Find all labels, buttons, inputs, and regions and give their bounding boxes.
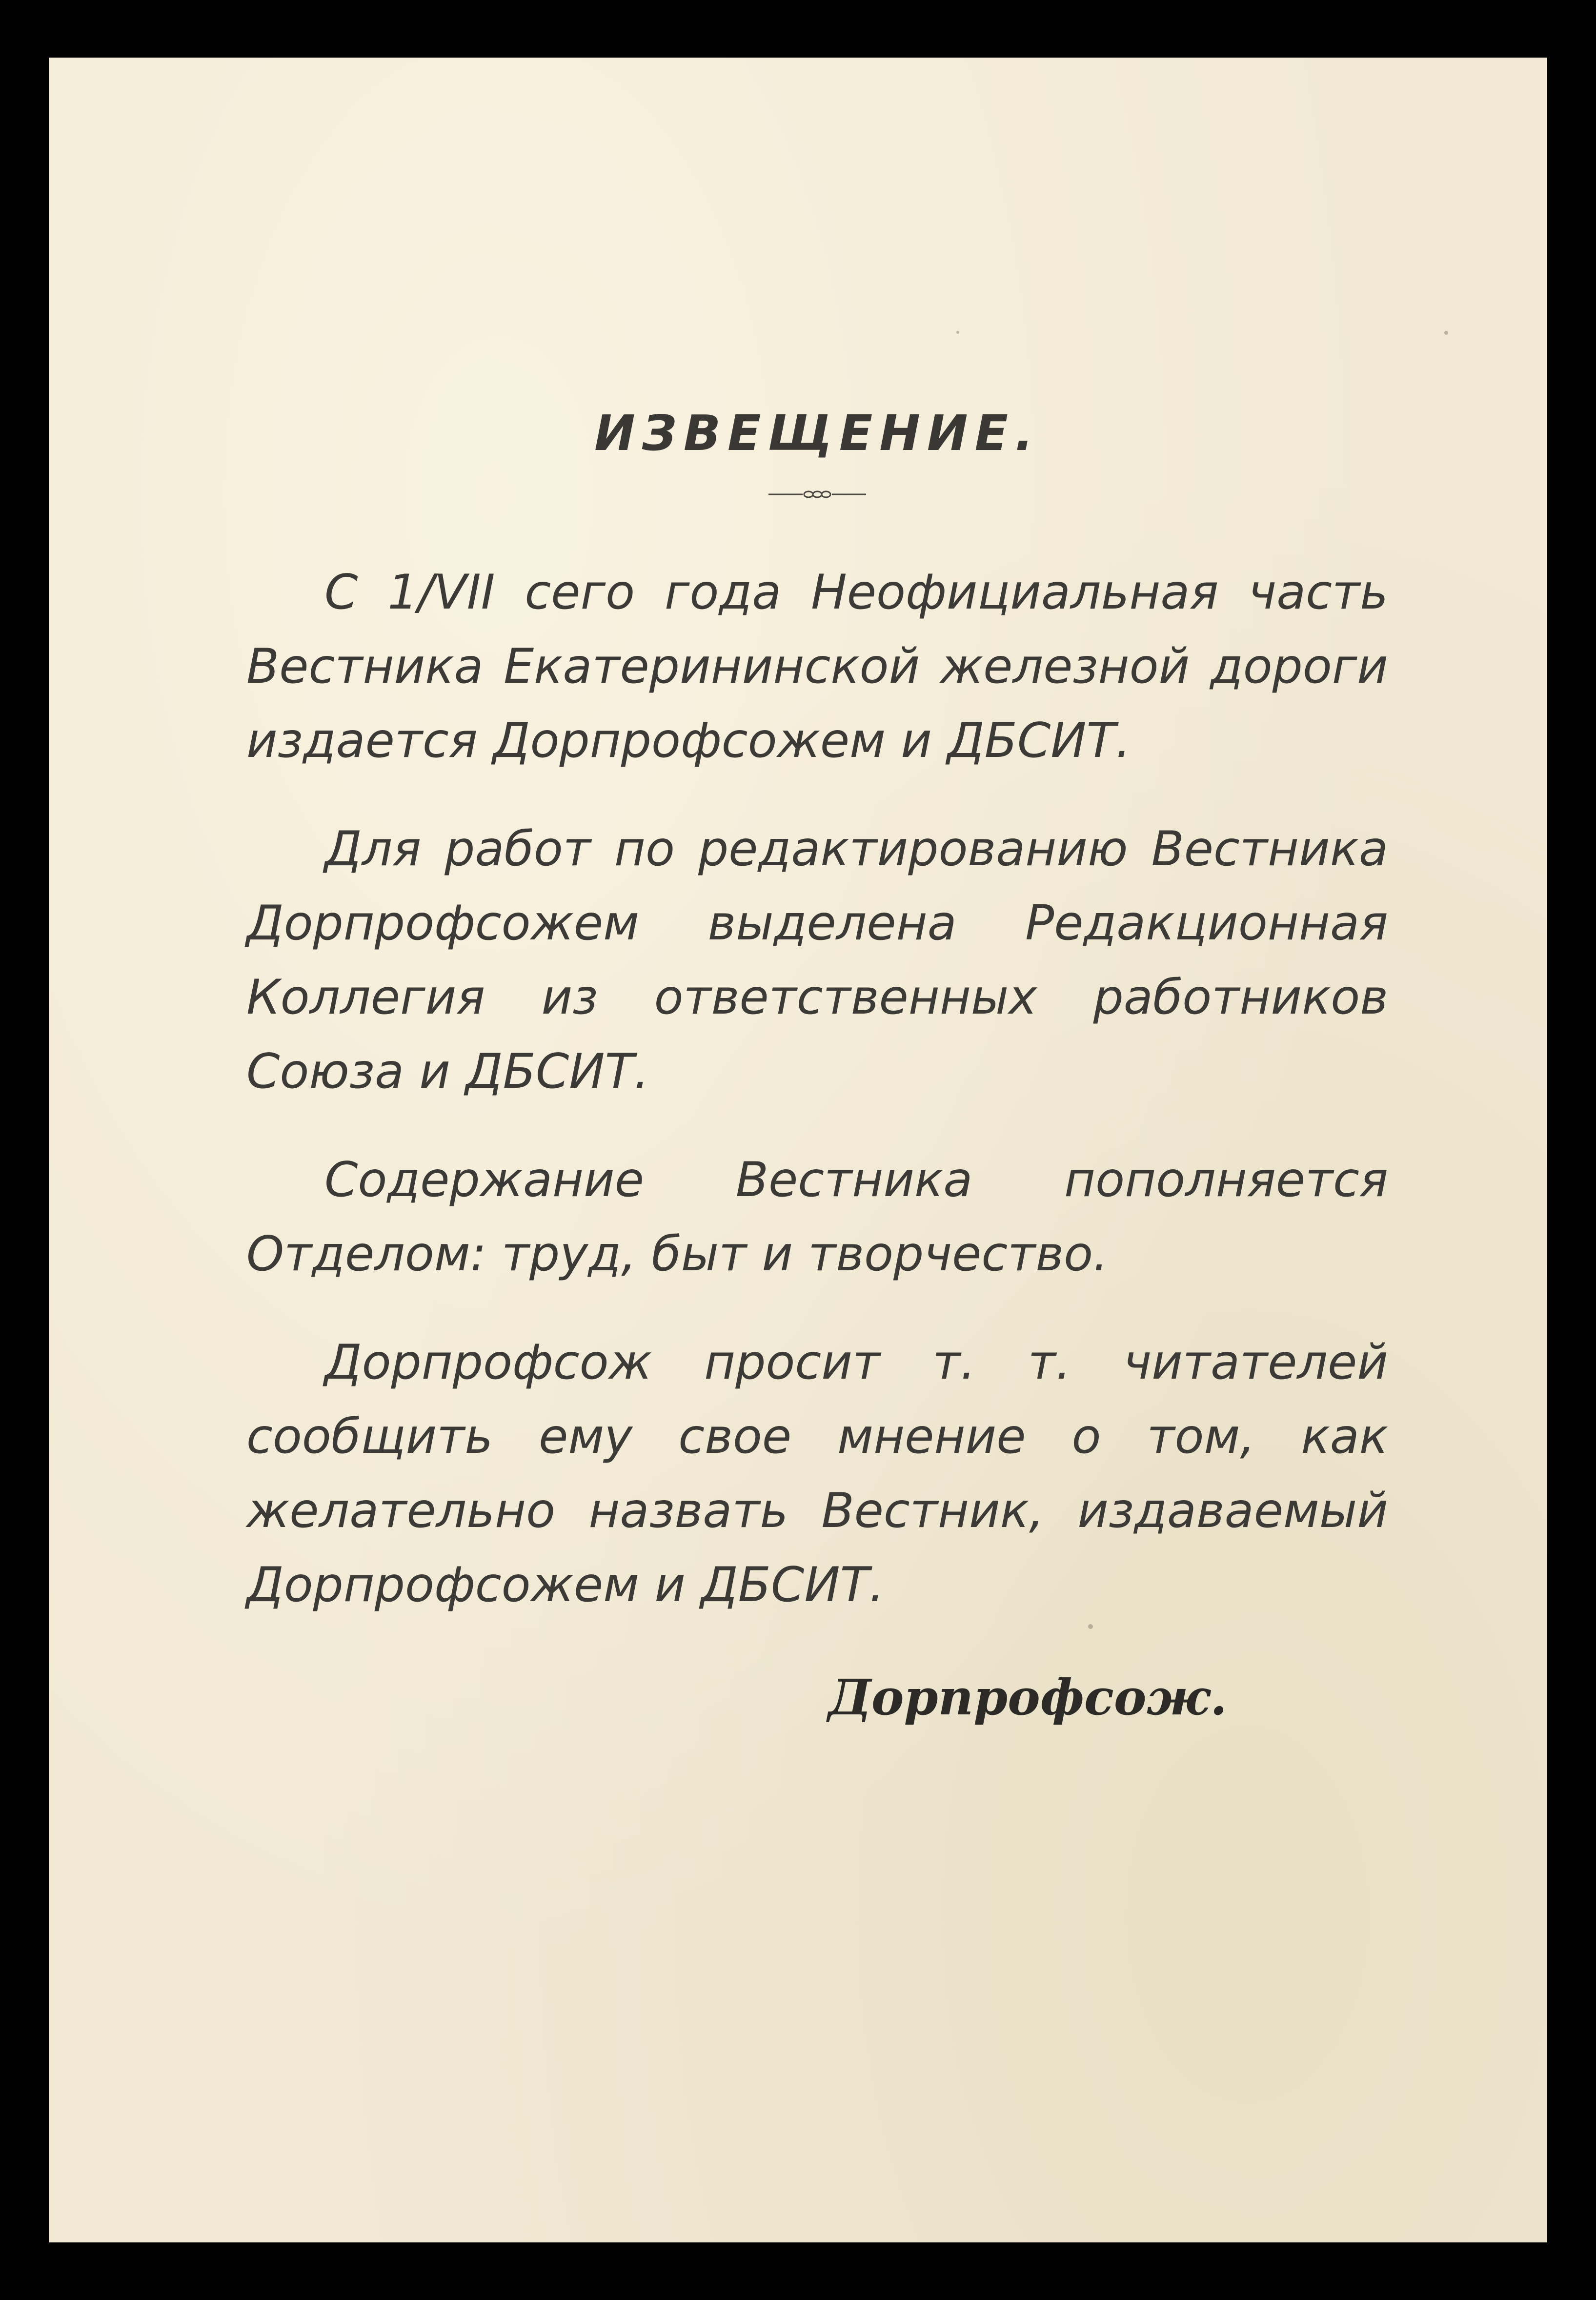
- paper-speck: [956, 331, 959, 334]
- signature: Дорпрофсож.: [828, 1669, 1227, 1726]
- paragraph-content-section: Содержание Вестника пополняется Отделом: труд, быт и творчество.: [246, 1152, 1388, 1282]
- paragraph-name-request: Дорпрофсож просит т. т. читателей сообщить ему свое мнение о том, как желательно назвать Вестник, издаваемый Дорпрофсожем и ДБСИТ.: [246, 1335, 1388, 1613]
- document-page: [49, 58, 1547, 2242]
- paragraph-editorial-board: Для работ по редактированию Вестника Дорпрофсожем выделена Редакционная Коллегия из ответственных работников Союза и ДБСИТ.: [246, 821, 1388, 1099]
- paper-speck: [1444, 331, 1448, 335]
- notice-content: [246, 399, 1388, 1726]
- notice-heading: ИЗВЕЩЕНИЕ.: [594, 405, 1040, 462]
- divider-ornament: [768, 487, 866, 502]
- paragraph-publication: С 1/VII сего года Неофициальная часть Вестника Екатерининской железной дороги издается Дорпрофсожем и ДБСИТ.: [246, 565, 1388, 769]
